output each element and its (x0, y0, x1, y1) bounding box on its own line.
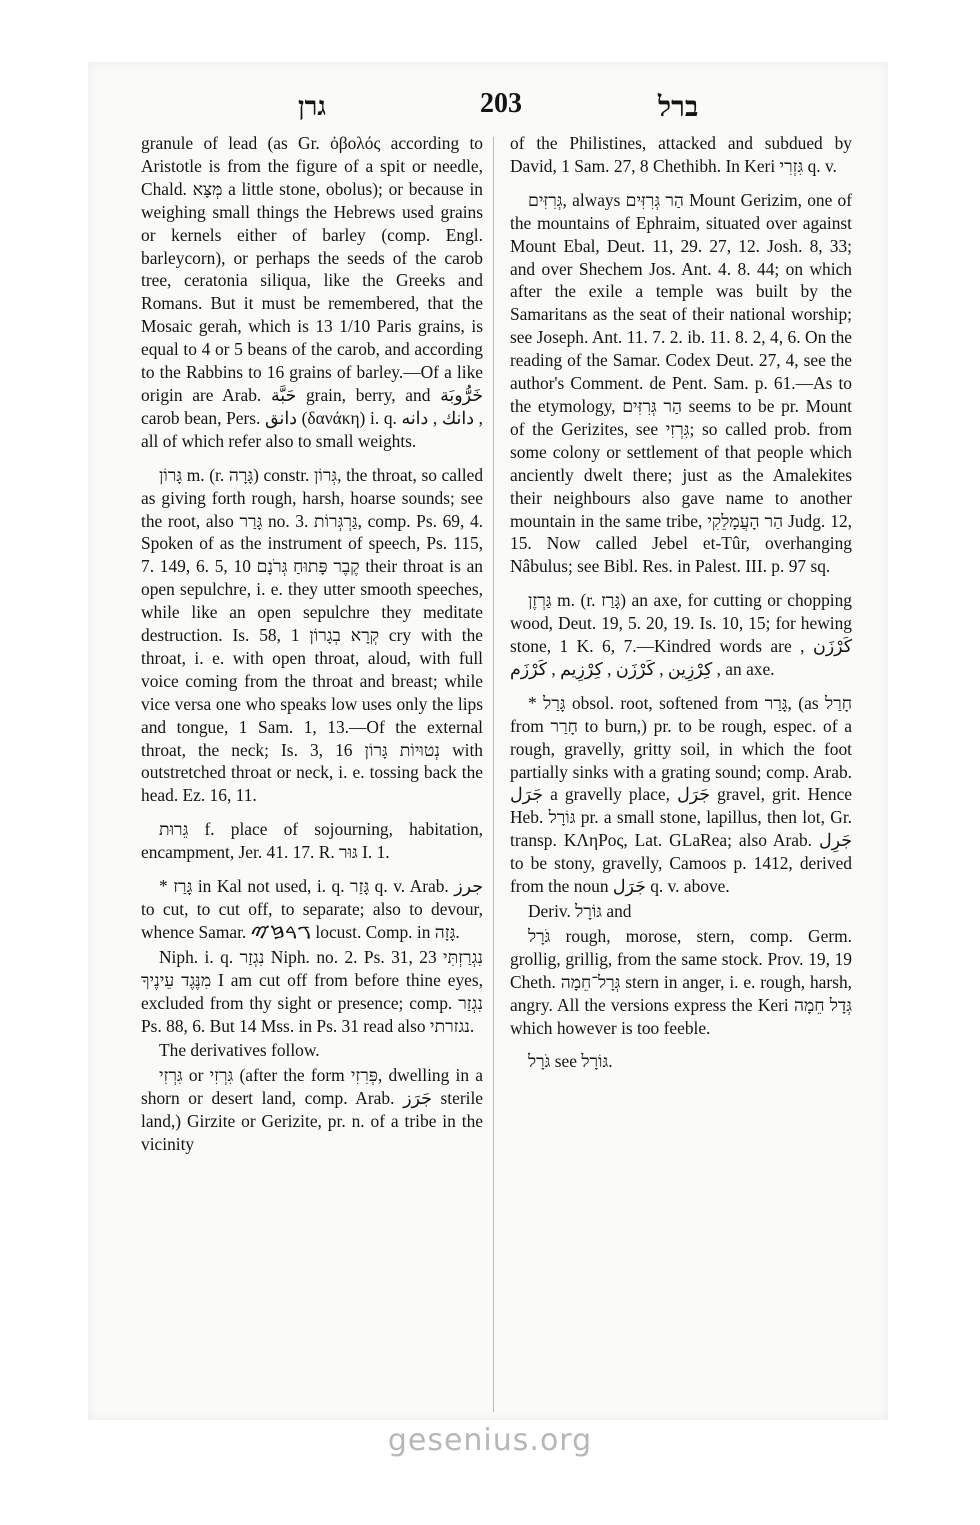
page-number: 203 (480, 88, 522, 119)
entry-gerut: גֵּרוּת f. place of sojourning, habitation, encampment, Jer. 41. 17. R. גּוּר I. 1. (141, 819, 483, 863)
entry-garaz: * גָּרַז in Kal not used, i. q. גָּזַר q. v. Arab. جرز to cut, to cut off, to separate; also to devour, whence Samar. ࠂࠓࠆࠉ locust. Comp. in גָּזָה. (141, 876, 483, 942)
right-column (510, 132, 852, 1073)
entry-gerizim: גְּרִזִּים, always הַר גְּרִזִּים Mount Gerizim, one of the mountains of Ephraim, situated over against Mount Ebal, Deut. 11, 29. 27, 12. Josh. 8, 33; and over Shechem Jos. Ant. 4. 8. 44; on which after the exile a temple was built by the Samaritans as the seat of their national worship; see Joseph. Ant. 11. 7. 2. ib. 11. 8. 2, 4, 6. On the reading of the Samar. Codex Deut. 27, 4, see the author's Comment. de Pent. Sam. p. 61.—As to the etymology, הַר גְּרִזִּים seems to be pr. Mount of the Gerizites, see גִּרְזִי; so called prob. from some colony or settlement of that people which anciently dwelt there; just as the Amalekites their neighbours also gave name to another mountain in the same tribe, הַר הָעֲמָלֵקִי Judg. 12, 15. Now called Jebel et-Tûr, overhanging Nâbulus; see Bibl. Res. in Palest. III. p. 97 sq. (510, 189, 853, 577)
entry-continuation-girzi: of the Philistines, attacked and subdued by David, 1 Sam. 27, 8 Chethibh. In Keri גִּזְרִי q. v. (510, 133, 852, 176)
dictionary-page (88, 62, 888, 1420)
entry-garzen: גַּרְזֶן m. (r. גָּרַז) an axe, for cutting or chopping wood, Deut. 19, 5. 20, 19. Is. 10, 15; for hewing stone, 1 K. 6, 7.—Kindred words are كَرْزَن , كِرْزِين , كَرْزَن , كِرْزِيم , كَرْزَم , an axe. (510, 590, 852, 679)
entry-garaz-niphal: Niph. i. q. נִגְזַר Niph. no. 2. Ps. 31, 23 נִגְרַזְתִּי מִנֶּגֶד עֵינֶיךָ I am cut off from before thine eyes, excluded from thy sight or presence; comp. נִגְזַר Ps. 88, 6. But 14 Mss. in Ps. 31 read also נגזרתי. (141, 946, 484, 1036)
left-column (141, 132, 483, 1156)
running-head (88, 88, 888, 136)
derivatives-note: Deriv. גּוֹרָל and (528, 901, 632, 921)
right-guide-word: ברל (658, 92, 699, 123)
derivatives-note: The derivatives follow. (159, 1040, 320, 1061)
column-divider (493, 137, 494, 1412)
entry-continuation-gerah: granule of lead (as Gr. ὀβολός according to Aristotle is from the figure of a spit or needle, Chald. מְּצָּא a little stone, obolus); or because in weighing small things the Hebrews used grains or kernels either of barley (comp. Engl. barleycorn), or perhaps the seeds of the carob tree, ceratonia siliqua, like the Greeks and Romans. But it must be remembered, that the Mosaic gerah, which is 13 1/10 Paris grains, is equal to 4 or 5 beans of the carob, and according to the Rabbins to 16 grains of barley.—Of a like origin are Arab. حَبَّة grain, berry, and خَرُّوبَة carob bean, Pers. دانق (δανάκη) i. q. دانك , دانه , all of which refer also to small weights. (141, 133, 483, 451)
entry-garal-root: * גָּרַל obsol. root, softened from גָּרַר, (as חָרַל from חָרַר to burn,) pr. to be rough, espec. of a rough, gravelly, gritty soil, in which the foot partially sinks with a grating sound; comp. Arab. جَرَل a gravelly place, جَرَل gravel, grit. Hence Heb. גּוֹרָל pr. a small stone, lapillus, then lot, Gr. transp. ΚΛηΡος, Lat. GLaRea; also Arab. جَرِل to be stony, gravelly, Camoos p. 1412, derived from the noun جَرَل q. v. above. (510, 692, 853, 897)
entry-goral-adj: גֹּרָל rough, morose, stern, comp. Germ. grollig, grillig, from the same stock. Prov. 19, 19 Cheth. גְּרָל־חֵמָה stern in anger, i. e. rough, harsh, angry. All the versions express the Keri גְּדָל חֵמָה which however is too feeble. (510, 925, 852, 1038)
entry-garon: גָּרוֹן m. (r. גָּרָה) constr. גְּרוֹן, the throat, so called as giving forth rough, harsh, hoarse sounds; see the root, also גָּרַר no. 3. גַּרְגְּרוֹת, comp. Ps. 69, 4. Spoken of as the instrument of speech, Ps. 115, 7. 149, 6. 5, 10 קֶבֶר פָּתוּחַ גְּרֹנָם their throat is an open sepulchre, i. e. they utter smooth speeches, while like an open sepulchre they meditate destruction. Is. 58, 1 קְרָא בְגָרוֹן cry with the throat, i. e. with open throat, aloud, with full voice coming from the throat and breast; while vice versa one who speaks low uses only the lips and tongue, 1 Sam. 1, 13.—Of the external throat, the neck; Is. 3, 16 נְטוּיוֹת גָּרוֹן with outstretched throat or neck, i. e. tossing back the head. Ez. 16, 11. (141, 464, 484, 806)
entry-girzi: גִּרְזִי or גִּרְזִי (after the form פְּרִזִי, dwelling in a shorn or desert land, comp. Arab. جَرَز sterile land,) Girzite or Gerizite, pr. n. of a tribe in the vicinity (141, 1065, 484, 1155)
entry-goral-crossref: גֹּרָל see גּוֹרָל. (528, 1051, 613, 1072)
left-guide-word: גרן (298, 92, 326, 121)
watermark: gesenius.org (387, 1423, 593, 1458)
